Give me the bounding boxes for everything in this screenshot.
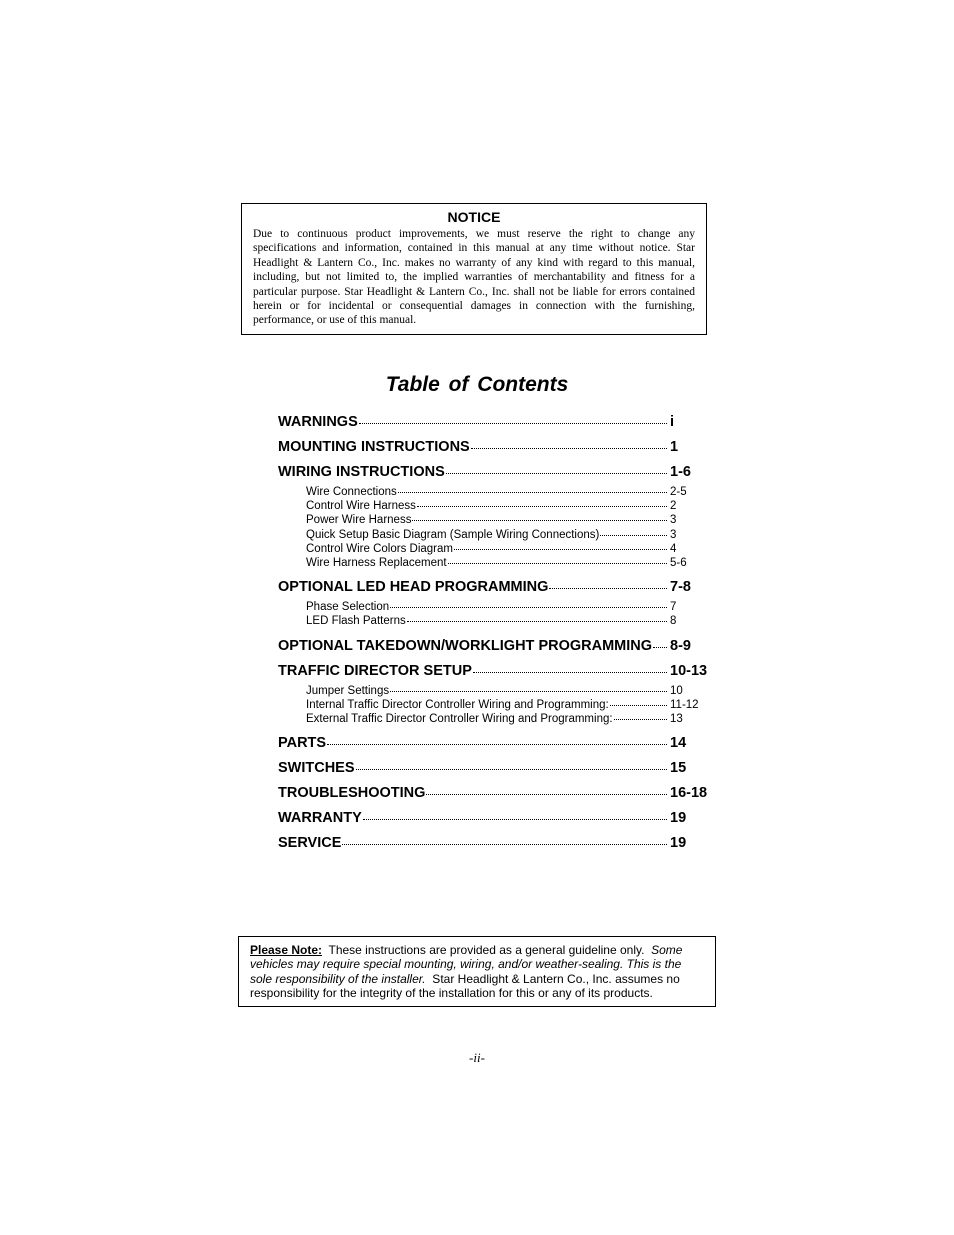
toc-entry-label: Jumper Settings: [306, 684, 390, 697]
toc-entry-wiring-instructions[interactable]: [278, 460, 710, 485]
notice-box: [241, 203, 707, 335]
toc-entry-label: WARRANTY: [278, 810, 362, 827]
leader-dots: [363, 819, 667, 820]
toc-entry-page: 1-6: [670, 464, 691, 480]
leader-dots: [407, 621, 667, 622]
leader-dots: [356, 769, 667, 770]
leader-dots: [390, 691, 667, 692]
toc-entry-warranty[interactable]: [278, 806, 710, 831]
toc-entry-label: Phase Selection: [306, 601, 390, 614]
toc-entry-page: 2-5: [670, 486, 687, 498]
toc-subentry-jumper-settings[interactable]: [278, 684, 710, 698]
notice-title: NOTICE: [447, 209, 501, 225]
toc-entry-page: 7: [670, 601, 677, 614]
toc-entry-switches[interactable]: [278, 756, 710, 781]
toc-entry-troubleshooting[interactable]: [278, 781, 710, 806]
toc-title: Table of Contents: [385, 373, 569, 396]
toc-entry-page: 14: [670, 735, 687, 752]
toc-entry-page: 1: [670, 439, 679, 455]
toc-entry-page: 19: [670, 835, 687, 852]
toc-entry-page: 15: [670, 760, 687, 777]
leader-dots: [446, 473, 667, 474]
page-number: -ii-: [469, 1050, 485, 1065]
toc-entry-page: 16-18: [670, 785, 708, 802]
please-note-box: [238, 936, 716, 1007]
toc-entry-mounting-instructions[interactable]: [278, 435, 710, 460]
leader-dots: [600, 535, 667, 536]
leader-dots: [327, 744, 667, 745]
toc-subentry-wire-connections[interactable]: [278, 485, 710, 499]
toc-subentry-power-wire-harness[interactable]: [278, 513, 710, 527]
toc-entry-parts[interactable]: [278, 731, 710, 756]
table-of-contents: [278, 410, 710, 856]
toc-entry-label: OPTIONAL LED HEAD PROGRAMMING: [278, 579, 549, 596]
toc-entry-label: OPTIONAL TAKEDOWN/WORKLIGHT PROGRAMMING: [278, 637, 653, 654]
toc-subentry-control-wire-harness[interactable]: [278, 499, 710, 513]
leader-dots: [359, 423, 667, 424]
toc-subentry-phase-selection[interactable]: [278, 600, 710, 614]
toc-entry-takedown-programming[interactable]: [278, 634, 710, 659]
toc-entry-page: 3: [670, 514, 677, 527]
leader-dots: [417, 506, 667, 507]
leader-dots: [342, 844, 667, 845]
toc-entry-page: 10: [670, 684, 683, 697]
leader-dots: [610, 705, 667, 706]
toc-entry-label: SWITCHES: [278, 760, 355, 777]
toc-entry-label: TRAFFIC DIRECTOR SETUP: [278, 662, 472, 679]
toc-entry-label: Control Wire Harness: [306, 500, 416, 513]
leader-dots: [398, 492, 667, 493]
toc-entry-label: Power Wire Harness: [306, 514, 412, 527]
toc-entry-page: 5-6: [670, 556, 687, 569]
toc-entry-page: 8-9: [670, 637, 691, 654]
toc-entry-label: External Traffic Director Controller Wiring and Programming:: [306, 712, 613, 725]
toc-entry-service[interactable]: [278, 831, 710, 856]
leader-dots: [473, 672, 667, 673]
leader-dots: [412, 520, 667, 521]
please-note-lead: Please Note:: [250, 943, 323, 957]
toc-entry-traffic-director-setup[interactable]: [278, 659, 710, 684]
please-note-text-1: These instructions are provided as a general guideline only.: [322, 943, 652, 957]
toc-entry-label: WARNINGS: [278, 414, 358, 430]
notice-text: Due to continuous product improvements, we must reserve the right to change any specifications and information, contained in this manual at any time without notice. Star Headlight & Lantern Co., Inc. makes no warranty of any kind with regard to this manual, including, but not limited to, the implied warranties of merchantability and fitness for a particular purpose. Star Headlight & Lantern Co., Inc. shall not be liable for errors contained herein or for incidental or consequential damages in connection with the furnishing, performance, or use of this manual.: [253, 228, 695, 327]
please-note-text-2: Star Headlight & Lantern Co., Inc. assumes no responsibility for the integrity of the installation for this or any of its products.: [250, 971, 684, 1001]
toc-entry-page: 10-13: [670, 662, 708, 679]
toc-entry-label: SERVICE: [278, 835, 342, 852]
toc-entry-page: 7-8: [670, 579, 691, 596]
leader-dots: [454, 549, 667, 550]
please-note-italic: Some vehicles may require special mounting, wiring, and/or weather-sealing. This is the sole responsibility of the installer.: [250, 943, 683, 986]
leader-dots: [426, 794, 667, 795]
toc-entry-led-head-programming[interactable]: [278, 575, 710, 600]
toc-entry-page: 4: [670, 542, 677, 555]
toc-entry-page: i: [670, 414, 675, 430]
toc-subentry-internal-traffic-director[interactable]: [278, 698, 710, 712]
toc-entry-page: 19: [670, 810, 687, 827]
leader-dots: [471, 448, 667, 449]
toc-entry-label: Wire Harness Replacement: [306, 556, 447, 569]
leader-dots: [653, 647, 667, 648]
toc-entry-page: 11-12: [670, 698, 699, 711]
toc-subentry-control-wire-colors[interactable]: [278, 542, 710, 556]
toc-entry-label: Wire Connections: [306, 486, 397, 498]
toc-entry-label: MOUNTING INSTRUCTIONS: [278, 439, 470, 455]
toc-entry-label: Control Wire Colors Diagram: [306, 542, 453, 555]
leader-dots: [549, 588, 667, 589]
toc-subentry-wire-harness-replacement[interactable]: [278, 556, 710, 570]
toc-entry-label: WIRING INSTRUCTIONS: [278, 464, 445, 480]
toc-entry-label: TROUBLESHOOTING: [278, 785, 426, 802]
toc-entry-page: 13: [670, 712, 683, 725]
leader-dots: [614, 719, 667, 720]
leader-dots: [448, 563, 667, 564]
toc-entry-label: LED Flash Patterns: [306, 615, 406, 628]
toc-entry-label: PARTS: [278, 735, 327, 752]
toc-entry-page: 8: [670, 615, 677, 628]
toc-entry-page: 3: [670, 528, 677, 541]
toc-entry-label: Quick Setup Basic Diagram (Sample Wiring Connections): [306, 528, 600, 541]
leader-dots: [390, 607, 667, 608]
toc-subentry-external-traffic-director[interactable]: [278, 712, 710, 726]
toc-entry-label: Internal Traffic Director Controller Wiring and Programming:: [306, 698, 609, 711]
toc-entry-page: 2: [670, 500, 677, 513]
toc-subentry-quick-setup-diagram[interactable]: [278, 528, 710, 542]
toc-entry-warnings[interactable]: [278, 410, 710, 435]
toc-subentry-led-flash-patterns[interactable]: [278, 614, 710, 628]
